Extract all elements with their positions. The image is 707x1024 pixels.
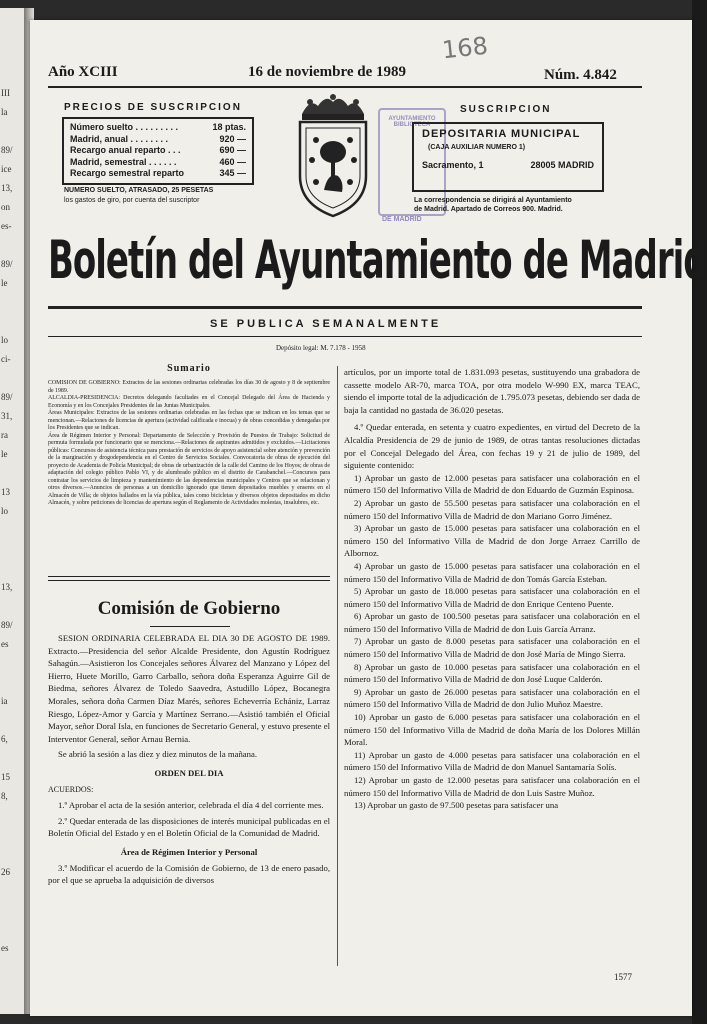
- precio-row: [70, 157, 246, 169]
- precio-row: [70, 122, 246, 134]
- caja-label: (CAJA AUXILIAR NUMERO 1): [428, 144, 526, 151]
- previous-page-text-fragment: le: [1, 278, 8, 288]
- precio-label: Recargo semestral reparto: [70, 168, 185, 178]
- suscripcion-title: SUSCRIPCION: [460, 104, 552, 115]
- previous-page-text-fragment: 89/: [1, 259, 13, 269]
- suscripcion-box: [412, 122, 604, 192]
- sumario-text: [48, 380, 330, 508]
- issue-number: Núm. 4.842: [544, 67, 617, 83]
- area-heading: Área de Régimen Interior y Personal: [120, 846, 258, 857]
- previous-page-edge: [0, 8, 24, 1014]
- street: Sacramento, 1: [422, 160, 484, 170]
- continuation-paragraph: artículos, por un importe total de 1.831.093 pesetas, sustituyendo una grabadora de cassette modelo AR-70, marca TOA, por otra modelo W-990 EX, marca TEAC, siendo el importe total de la adjudicación de 1.795.073 pesetas, debiendo ser dada de baja la cantidad no gastada de 36.020 pesetas.: [344, 367, 640, 415]
- previous-page-text-fragment: ra: [1, 430, 8, 440]
- masthead-rule: [48, 306, 642, 309]
- previous-page-text-fragment: 89/: [1, 620, 13, 630]
- subtitle-rule: [48, 336, 642, 337]
- madrid-coat-of-arms-icon: [288, 92, 378, 220]
- previous-page-text-fragment: 13: [1, 487, 10, 497]
- publication-frequency: SE PUBLICA SEMANALMENTE: [210, 318, 442, 330]
- depositaria-label: DEPOSITARIA MUNICIPAL: [422, 128, 581, 140]
- acuerdo-3: 3.º Modificar el acuerdo de la Comisión de Gobierno, de 13 de enero pasado, por el que se aprueba la adquisición de diversos: [48, 862, 330, 886]
- header-rule: [48, 86, 642, 88]
- list-item: 5) Aprobar un gasto de 18.000 pesetas para satisfacer una colaboración en el número 150 del Informativo Villa de Madrid de don Enrique Centeno Puente.: [344, 586, 640, 609]
- previous-page-text-fragment: 26: [1, 867, 10, 877]
- list-item: 4) Aprobar un gasto de 15.000 pesetas para satisfacer una colaboración en el número 150 del Informativo Villa de Madrid de don Tomás García Esteban.: [344, 560, 640, 584]
- previous-page-text-fragment: 89/: [1, 392, 13, 402]
- precio-label: Madrid, semestral . . . . . .: [70, 156, 177, 167]
- list-item: 7) Aprobar un gasto de 8.000 pesetas para satisfacer una colaboración en el número 150 del Informativo Villa de Madrid de don José María de Mingo Sierra.: [344, 636, 640, 660]
- comision-intro: SESION ORDINARIA CELEBRADA EL DIA 30 DE AGOSTO DE 1989. Extracto.—Presidencia del señor Alcalde Presidente, don Agustín Rodríguez Sahagún.—Asistieron los Concejales señores Álvarez del Manzano y López del Hierro, Huete Morillo, Garro Carballo, señora doña Esperanza Aguirre Gil de Biedma, señores Álvarez de Toledo Saavedra, Astudillo López, Bocanegra Morales, señora doña Carmen Díaz Marés, señores Echeverría Echániz, Larraz Riesgo, López-Amor y García y Martínez Serrano.—Asistió también el Oficial Mayor, señor Doral Isla, en funciones de Secretario General, y estuvo presente el Interventor General, señor Arnau Bernia.: [48, 633, 330, 744]
- previous-page-text-fragment: es: [1, 639, 9, 649]
- city: 28005 MADRID: [530, 160, 594, 170]
- previous-page-text-fragment: ci-: [1, 354, 11, 364]
- previous-page-text-fragment: 15: [1, 772, 10, 782]
- sumario-paragraph: COMISION DE GOBIERNO: Extractos de las sesiones ordinarias celebradas los días 30 de agosto y 8 de septiembre de 1989.: [48, 380, 330, 394]
- list-item: 2) Aprobar un gasto de 55.500 pesetas para satisfacer una colaboración en el número 150 del Informativo Villa de Madrid de don Mariano Gorro Jiménez.: [344, 497, 640, 521]
- precio-label: Madrid, anual . . . . . . . .: [70, 133, 169, 144]
- correspondencia-note-1: La correspondencia se dirigirá al Ayuntamiento: [414, 197, 572, 204]
- previous-page-text-fragment: 6,: [1, 734, 8, 744]
- precios-box: [62, 117, 254, 185]
- previous-page-text-fragment: lo: [1, 506, 9, 516]
- precios-title: PRECIOS DE SUSCRIPCION: [64, 102, 242, 113]
- stamp-line-2: BIBLIOTECA: [393, 122, 431, 128]
- sumario-paragraph: Área de Régimen Interior y Personal: Departamento de Selección y Provisión de Puestos de Trabajo: Solicitud de permuta formulada por funcionario que se menciona.—Relaciones de aspirantes admitidos y excluidos.—Licitaciones públicas: Concursos de asistencia técnica para prestación de servicios de apoyo asistencial sobre atención y prevención de la marginación y drogodependencia en el Centro de Servicios Sociales. Convocatoria de obras de ejecución del proyecto de Academia de Policía Municipal; de obras de urbanización de la calle del Camino de los Hoyos; de obras de adaptación del colegio público Pablo VI, y de alumbrado público en el distrito de Carabanchel.—Concursos para contratar los servicios de limpieza y mantenimiento de las dependencias municipales y Centros que se relacionan y otros diversos.—Anuncios de personas a un domicilio ignorado que tienen depositados muebles y enseres en el Almacén de Villa; de objetos hallados en la vía pública, tales como bicicletas y diversos objetos depositados en dicho Almacén, y sobre peticiones de licencias de apertura según el Reglamento de Actividades molestas, insalubres, etc.: [48, 432, 330, 506]
- precio-row: [70, 134, 246, 146]
- stamp-line-3: DE MADRID: [382, 216, 422, 223]
- previous-page-text-fragment: 31,: [1, 411, 13, 421]
- precio-label: Número suelto . . . . . . . . .: [70, 122, 179, 132]
- sumario-paragraph: Áreas Municipales: Extractos de las sesiones ordinarias celebradas en las fechas que se indican en los temas que se mencionan.—Relaciones de licencias de apertura (actividad calificada e inocua) y de obras concedidas y denegadas por los Presidentes que se indican.: [48, 410, 330, 431]
- column-divider: [337, 366, 338, 966]
- comision-title: Comisión de Gobierno: [97, 598, 281, 619]
- scan-border: [692, 0, 707, 1024]
- comision-title-rule: [150, 626, 230, 627]
- address-row: [422, 160, 594, 170]
- newspaper-page: [30, 20, 707, 1016]
- previous-page-text-fragment: 13,: [1, 183, 13, 193]
- page-number: 1577: [614, 972, 632, 982]
- comision-body: [48, 632, 330, 887]
- right-column: [344, 366, 640, 812]
- precio-value: 690 —: [219, 145, 246, 155]
- list-item: 6) Aprobar un gasto de 100.500 pesetas para satisfacer una colaboración en el número 150 del Informativo Villa de Madrid de don Luis García Arranz.: [344, 611, 640, 634]
- issue-date: 16 de noviembre de 1989: [248, 64, 407, 80]
- list-item: 13) Aprobar un gasto de 97.500 pesetas para satisfacer una: [354, 800, 559, 811]
- previous-page-text-fragment: on: [1, 202, 10, 212]
- precio-value: 460 —: [219, 156, 246, 167]
- orden-del-dia: ORDEN DEL DIA: [154, 767, 224, 778]
- previous-page-text-fragment: 8,: [1, 791, 8, 801]
- deposito-legal: Depósito legal: M. 7.178 - 1958: [276, 344, 366, 352]
- handwritten-number: 168: [440, 31, 490, 65]
- previous-page-text-fragment: 13,: [1, 582, 13, 592]
- list-item: 3) Aprobar un gasto de 15.000 pesetas para satisfacer una colaboración en el número 150 del Informativo Villa de Madrid de don Jorge Arraez Carrillo de Albornoz.: [344, 523, 640, 559]
- previous-page-text-fragment: 89/: [1, 145, 13, 155]
- precios-note-1: NUMERO SUELTO, ATRASADO, 25 PESETAS: [64, 187, 214, 194]
- acuerdo-4: 4.º Quedar enterada, en setenta y cuatro expedientes, en virtud del Decreto de la Alcaldía Presidencia de 29 de junio de 1989, de otras tantas resoluciones dictadas por el Concejal Delegado del Área, con fechas 19 y 21 de julio de 1989, del siguiente contenido:: [344, 422, 640, 471]
- precio-row: [70, 145, 246, 157]
- sumario-title: Sumario: [167, 363, 211, 374]
- previous-page-text-fragment: ice: [1, 164, 12, 174]
- acuerdo-2: 2.º Quedar enterada de las disposiciones de interés municipal publicadas en el Boletín Oficial del Estado y en el Boletín Oficial de la Comunidad de Madrid.: [48, 815, 330, 839]
- precio-value: 18 ptas.: [212, 122, 246, 132]
- previous-page-text-fragment: lo: [1, 335, 9, 345]
- acuerdo-1: 1.º Aprobar el acta de la sesión anterior, celebrada el día 4 del corriente mes.: [58, 800, 324, 811]
- precio-label: Recargo anual reparto . . .: [70, 145, 181, 155]
- sumario-paragraph: ALCALDIA-PRESIDENCIA: Decretos delegando facultades en el Concejal Delegado del Área de Hacienda y Economía y en los Concejales Presidentes de las Juntas Municipales.: [48, 395, 330, 409]
- correspondencia-note-2: de Madrid. Apartado de Correos 900. Madrid.: [414, 206, 563, 213]
- session-opening: Se abrió la sesión a las diez y diez minutos de la mañana.: [58, 749, 258, 760]
- precio-value: 920 —: [219, 133, 246, 144]
- list-item: 8) Aprobar un gasto de 10.000 pesetas para satisfacer una colaboración en el número 150 del Informativo Villa de Madrid de don José Luque Calderón.: [344, 661, 640, 685]
- list-item: 11) Aprobar un gasto de 4.000 pesetas para satisfacer una colaboración en el número 150 del Informativo Villa de Madrid de don Manuel Santamaría Solís.: [344, 749, 640, 773]
- previous-page-text-fragment: ia: [1, 696, 8, 706]
- previous-page-text-fragment: la: [1, 107, 8, 117]
- previous-page-text-fragment: es: [1, 943, 9, 953]
- previous-page-text-fragment: es-: [1, 221, 12, 231]
- previous-page-text-fragment: le: [1, 449, 8, 459]
- sumario-rule-2: [48, 580, 330, 581]
- previous-page-text-fragment: III: [1, 88, 10, 98]
- precio-value: 345 —: [219, 168, 246, 178]
- year-label: Año XCIII: [48, 64, 118, 80]
- masthead-title: Boletín del Ayuntamiento de Madrid: [48, 230, 707, 292]
- precios-note-2: los gastos de giro, por cuenta del suscriptor: [64, 197, 200, 204]
- stamp-line-1: AYUNTAMIENTO: [388, 116, 436, 122]
- list-item: 10) Aprobar un gasto de 6.000 pesetas para satisfacer una colaboración en el número 150 del Informativo Villa de Madrid de doña María de los Dolores Millán Moral.: [344, 712, 640, 748]
- acuerdos-label: ACUERDOS:: [48, 784, 94, 794]
- precio-row: [70, 168, 246, 180]
- list-item: 12) Aprobar un gasto de 12.000 pesetas para satisfacer una colaboración en el número 150 del Informativo Villa de Madrid de don Luis Sastre Muñoz.: [344, 775, 640, 798]
- list-item: 9) Aprobar un gasto de 26.000 pesetas para satisfacer una colaboración en el número 150 del Informativo Villa de Madrid de don Julio Muñoz Maestre.: [344, 686, 640, 710]
- sumario-rule-1: [48, 576, 330, 577]
- list-item: 1) Aprobar un gasto de 12.000 pesetas para satisfacer una colaboración en el número 150 del Informativo Villa de Madrid de don Eduardo de Guzmán Espinosa.: [344, 472, 640, 496]
